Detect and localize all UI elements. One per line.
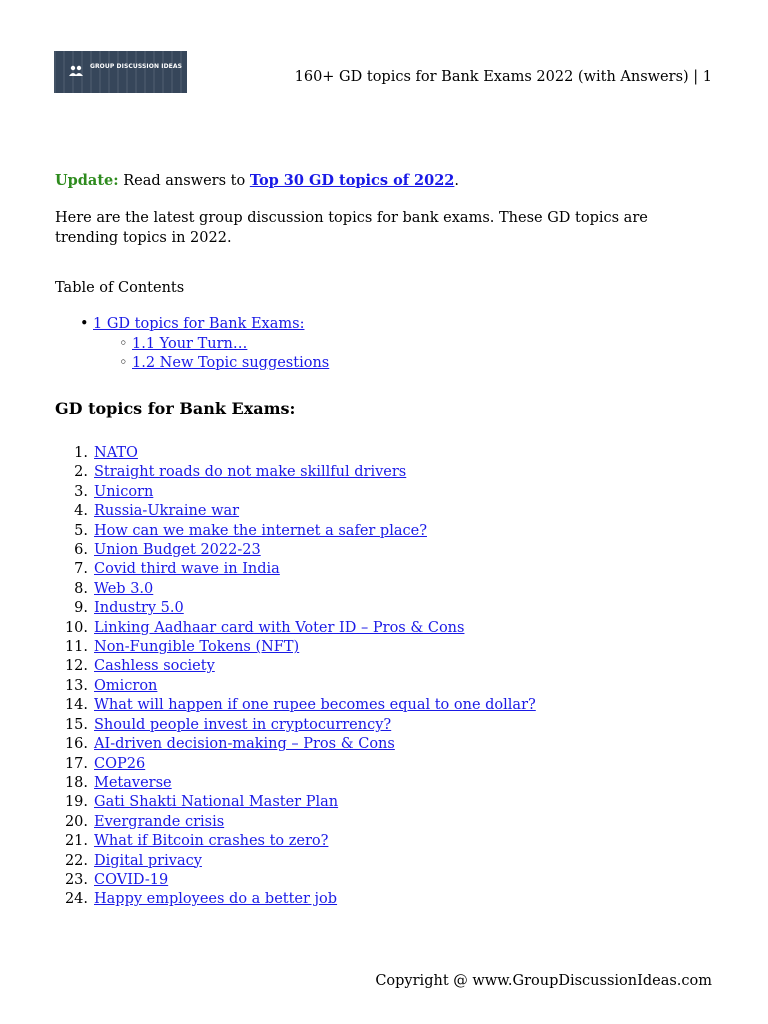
topic-link[interactable]: Web 3.0 — [94, 580, 154, 597]
topic-number: 3. — [74, 483, 88, 500]
topic-link[interactable]: How can we make the internet a safer place? — [94, 522, 427, 539]
update-link[interactable]: Top 30 GD topics of 2022 — [249, 172, 455, 189]
topic-list-item — [55, 774, 536, 793]
topic-number: 19. — [64, 794, 88, 811]
topic-number: 18. — [64, 774, 88, 791]
toc-link[interactable]: 1.1 Your Turn… — [132, 335, 248, 352]
topic-number: 24. — [64, 891, 88, 908]
topic-list-item — [55, 541, 536, 560]
topic-link[interactable]: NATO — [94, 445, 138, 461]
toc-link[interactable]: 1.2 New Topic suggestions — [132, 355, 330, 371]
topic-list-item — [55, 580, 536, 599]
topic-link[interactable]: COVID-19 — [94, 871, 169, 888]
topic-number: 8. — [74, 580, 88, 597]
topic-number: 22. — [64, 852, 88, 869]
update-suffix: . — [454, 173, 460, 189]
circle-bullet-icon: ◦ — [119, 355, 128, 371]
topic-list-item — [55, 832, 536, 851]
section-heading: GD topics for Bank Exams: — [55, 399, 296, 418]
table-of-contents — [80, 315, 329, 374]
topic-list-item — [55, 560, 536, 579]
topic-list-item — [55, 852, 536, 871]
topic-link[interactable]: Digital privacy — [94, 852, 202, 869]
topic-list-item — [55, 522, 536, 541]
topic-link[interactable]: Gati Shakti National Master Plan — [94, 794, 339, 811]
toc-title: Table of Contents — [55, 280, 185, 296]
topic-number: 5. — [74, 522, 88, 539]
topic-link[interactable]: Omicron — [94, 677, 158, 694]
topic-number: 4. — [74, 503, 88, 520]
topic-link[interactable]: AI-driven decision-making – Pros & Cons — [94, 736, 395, 753]
toc-link[interactable]: 1 GD topics for Bank Exams: — [93, 316, 305, 332]
topic-link[interactable]: Metaverse — [94, 774, 172, 791]
topic-number: 1. — [74, 445, 88, 461]
topic-link[interactable]: Russia-Ukraine war — [94, 503, 240, 520]
topic-link[interactable]: COP26 — [94, 755, 146, 772]
topic-link[interactable]: Non-Fungible Tokens (NFT) — [94, 639, 300, 656]
topic-link[interactable]: Linking Aadhaar card with Voter ID – Pros & Cons — [94, 619, 465, 636]
topic-number: 7. — [74, 561, 88, 578]
topic-list-item — [55, 619, 536, 638]
topic-list-item — [55, 599, 536, 618]
topic-link[interactable]: Union Budget 2022-23 — [94, 542, 261, 559]
toc-subitem — [119, 354, 329, 374]
topic-link[interactable]: Should people invest in cryptocurrency? — [94, 716, 392, 733]
topic-link[interactable]: Covid third wave in India — [94, 561, 280, 578]
topic-list-item — [55, 657, 536, 676]
logo-text: GROUP DISCUSSION IDEAS — [89, 63, 183, 70]
toc-item — [80, 315, 329, 335]
topic-number: 10. — [64, 619, 88, 636]
intro-paragraph: Here are the latest group discussion topics for bank exams. These GD topics are trending topics in 2022. — [55, 210, 648, 246]
copyright-footer: Copyright @ www.GroupDiscussionIdeas.com — [375, 973, 712, 989]
topic-list-item — [55, 677, 536, 696]
topic-number: 9. — [74, 600, 88, 617]
toc-subitem — [119, 335, 329, 355]
topic-link[interactable]: Cashless society — [94, 658, 215, 675]
topic-number: 23. — [64, 871, 88, 888]
topic-list-item — [55, 638, 536, 657]
topic-list-item — [55, 444, 536, 463]
topic-link[interactable]: What will happen if one rupee becomes equal to one dollar? — [94, 697, 536, 714]
topic-number: 14. — [64, 697, 88, 714]
topic-link[interactable]: Straight roads do not make skillful drivers — [94, 464, 407, 481]
topic-list-item — [55, 735, 536, 754]
topic-list-item — [55, 890, 536, 909]
topic-number: 11. — [64, 639, 88, 656]
topic-list-item — [55, 871, 536, 890]
topic-number: 2. — [74, 464, 88, 481]
topic-list-item — [55, 793, 536, 812]
topic-list-item — [55, 716, 536, 735]
topic-number: 13. — [64, 677, 88, 694]
topic-list-item — [55, 483, 536, 502]
topic-list-item — [55, 502, 536, 521]
circle-bullet-icon: ◦ — [119, 335, 128, 352]
topic-list-item — [55, 813, 536, 832]
topic-list-item — [55, 696, 536, 715]
topic-list-item — [55, 755, 536, 774]
topic-link[interactable]: What if Bitcoin crashes to zero? — [94, 833, 329, 850]
site-logo — [54, 51, 187, 93]
topic-number: 20. — [64, 813, 88, 830]
topic-link[interactable]: Unicorn — [94, 483, 154, 500]
update-label: Update: — [55, 172, 119, 189]
topic-link[interactable]: Evergrande crisis — [94, 813, 225, 830]
topic-link[interactable]: Happy employees do a better job — [94, 891, 338, 908]
bullet-icon: • — [80, 316, 89, 332]
topic-number: 16. — [64, 736, 88, 753]
topic-list-item — [55, 463, 536, 482]
topic-link[interactable]: Industry 5.0 — [94, 600, 184, 617]
topic-number: 15. — [64, 716, 88, 733]
update-text: Read answers to — [123, 173, 246, 189]
update-line — [55, 172, 459, 189]
topic-number: 12. — [64, 658, 88, 675]
topic-number: 6. — [74, 542, 88, 559]
topic-number: 21. — [64, 833, 88, 850]
topic-list — [55, 444, 536, 910]
topic-number: 17. — [64, 755, 88, 772]
people-icon — [69, 65, 83, 77]
page-header-title: 160+ GD topics for Bank Exams 2022 (with Answers) | 1 — [294, 69, 712, 85]
